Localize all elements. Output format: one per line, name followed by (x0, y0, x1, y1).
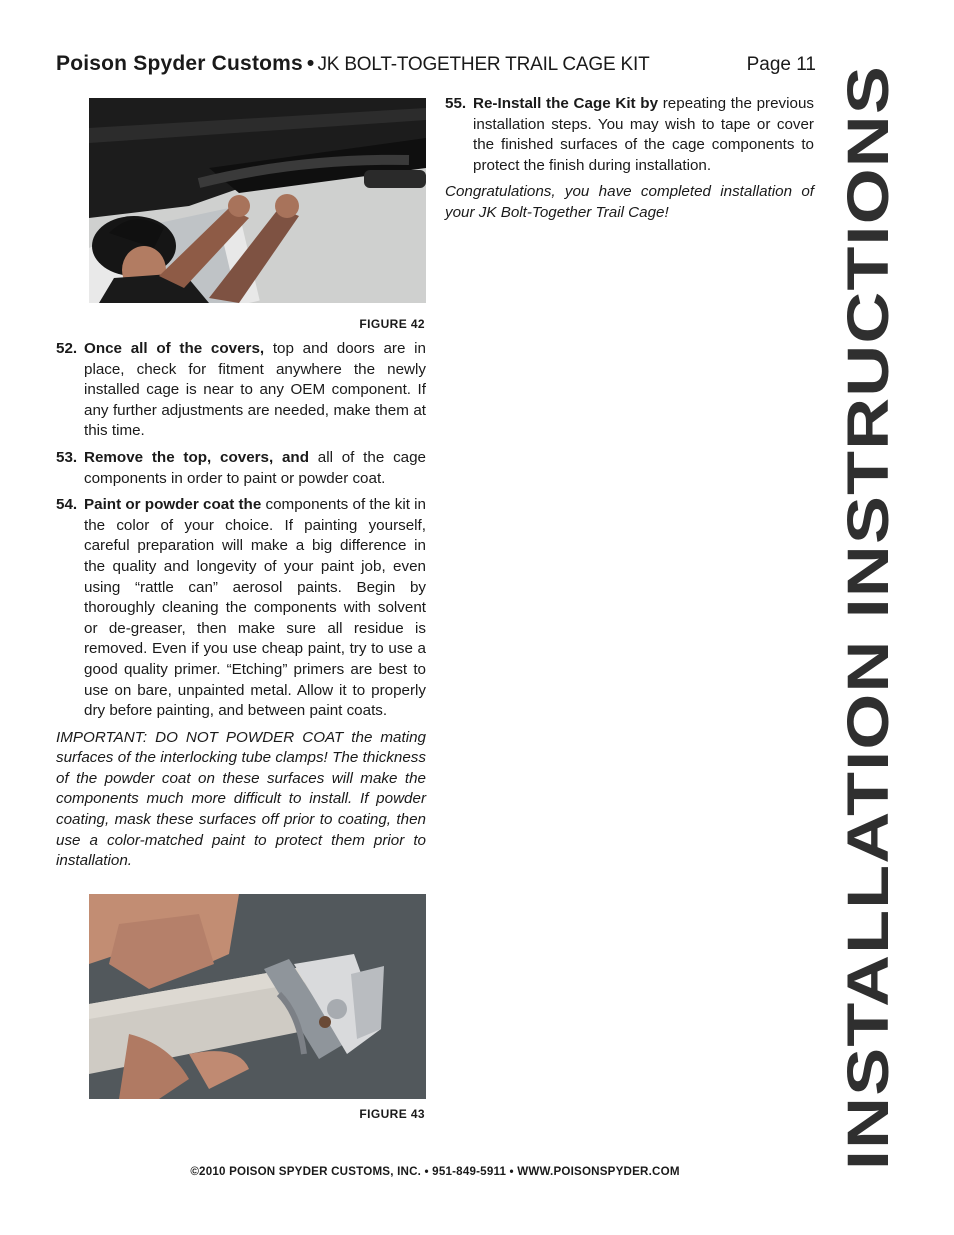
step-lead: Remove the top, covers, and (84, 448, 309, 466)
header-brand (56, 52, 649, 76)
important-note: IMPORTANT: DO NOT POWDER COAT the mating surfaces of the interlocking tube clamps! The thickness of the powder coat on these surfaces will make the components much more difficult to install. If powder coating, mask these surfaces off prior to coating, then use a color-matched paint to protect them prior to installation. (56, 728, 426, 870)
congrats-note: Congratulations, you have completed installation of your JK Bolt-Together Trail Cage! (445, 183, 814, 221)
page-footer: ©2010 POISON SPYDER CUSTOMS, INC. • 951-849-5911 • WWW.POISONSPYDER.COM (190, 1165, 680, 1178)
step-lead: Paint or powder coat the (84, 496, 262, 514)
step-lead: Re-Install the Cage Kit by (473, 95, 659, 112)
step-body: all of the cage components in order to paint or powder coat. (84, 448, 426, 487)
step-number: 54. (56, 496, 78, 514)
figure-42-photo (89, 98, 426, 303)
step-53 (56, 448, 426, 489)
step-body: components of the kit in the color of your choice. If painting yourself, careful preparation will make a big difference in the quality and longevity of your paint job, even using “rattle can” aerosol paints. Begin by thoroughly cleaning the components with solvent or de-greaser, then make sure all residue is removed. Even if you use cheap paint, try to use a good quality primer. “Etching” primers are best to use on bare, unpainted metal. Allow it to properly dry before painting, and between paint coats. (84, 496, 426, 720)
header-separator: • (306, 52, 315, 75)
side-banner-text: INSTALLATION INSTRUCTIONS (836, 277, 900, 1170)
right-column (445, 94, 814, 224)
page-header (56, 50, 816, 80)
figure-43-photo (89, 894, 426, 1099)
side-banner (836, 60, 900, 1175)
step-55 (445, 94, 814, 176)
step-body: top and doors are in place, check for fitment anywhere the newly installed cage is near to any OEM component. If any further adjustments are needed, make them at this time. (84, 340, 426, 440)
page-number: Page 11 (746, 54, 816, 75)
figure-43-caption: FIGURE 43 (359, 1107, 425, 1121)
step-number: 53. (56, 448, 78, 466)
step-number: 55. (445, 95, 467, 112)
kit-title: JK BOLT-TOGETHER TRAIL CAGE KIT (317, 54, 650, 75)
step-52 (56, 339, 426, 442)
step-number: 52. (56, 340, 78, 357)
brand-name: Poison Spyder Customs (56, 52, 303, 75)
step-body: repeating the previous installation steps. You may wish to tape or cover the finished surfaces of the cage components to protect the finish during installation. (473, 95, 814, 174)
step-54 (56, 495, 426, 722)
left-column (56, 339, 426, 872)
figure-42-caption: FIGURE 42 (359, 317, 425, 331)
step-lead: Once all of the covers, (84, 340, 265, 357)
